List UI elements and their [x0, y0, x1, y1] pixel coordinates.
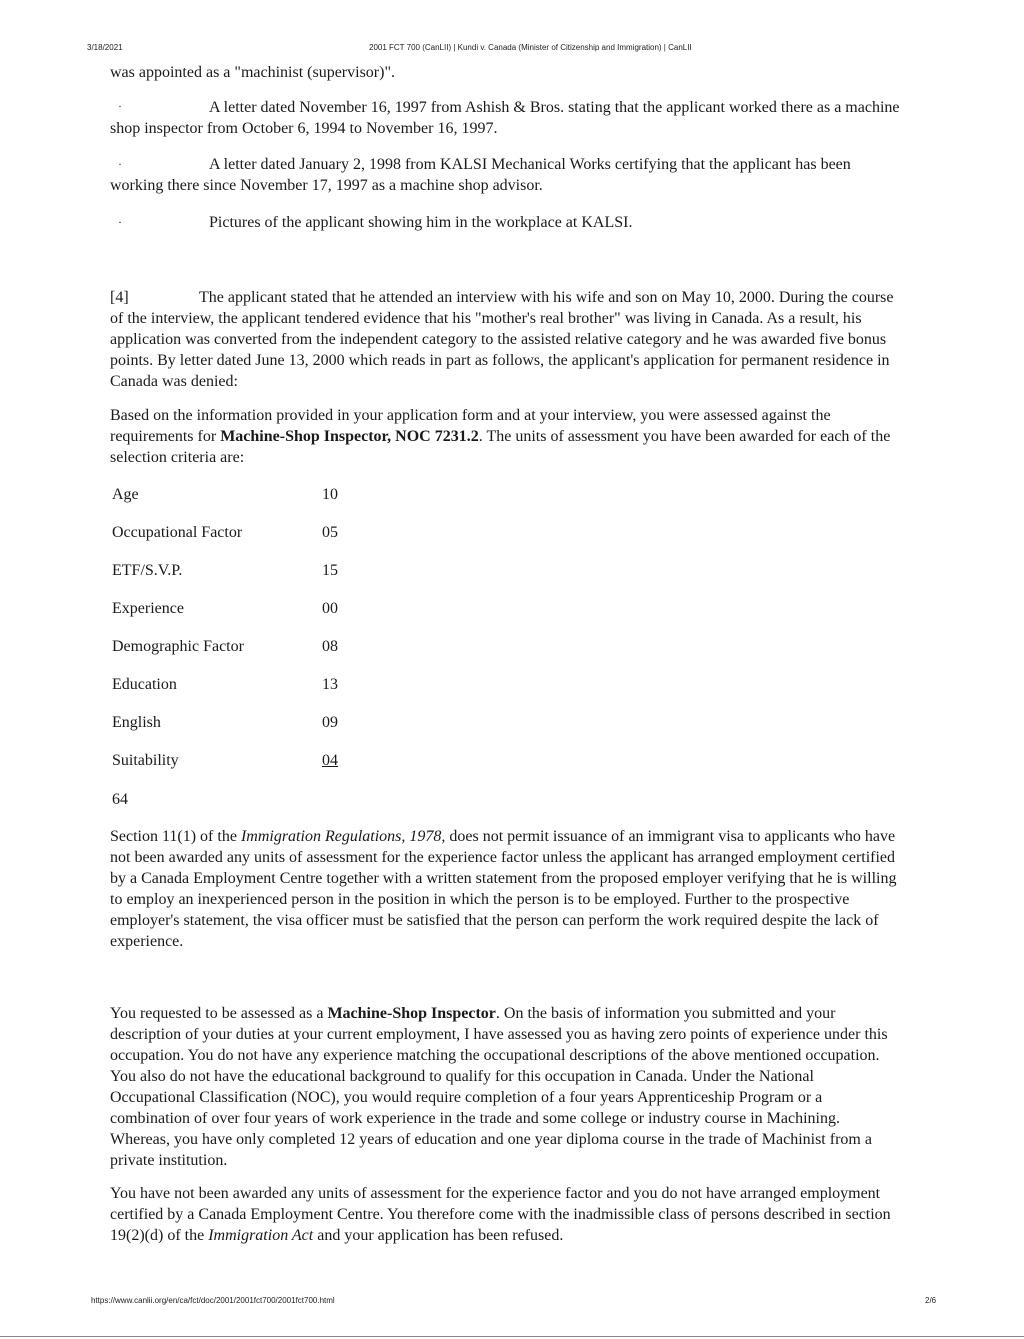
score-label: Education	[112, 676, 177, 693]
section-11-paragraph	[110, 826, 900, 952]
text-line-appointed: was appointed as a "machinist (supervisor)".	[110, 64, 395, 81]
score-table	[112, 486, 412, 790]
score-label: ETF/S.V.P.	[112, 562, 183, 579]
score-value: 13	[322, 676, 338, 693]
score-label: Age	[112, 486, 139, 503]
score-value: 10	[322, 486, 338, 503]
table-row	[112, 676, 412, 714]
list-item-text: A letter dated November 16, 1997 from Ashish & Bros. stating that the applicant worked there as a machine shop inspector from October 6, 1994 to November 16, 1997.	[110, 99, 900, 137]
occupation-name: Machine-Shop Inspector	[327, 1005, 496, 1022]
section-text: Section 11(1) of the	[110, 828, 241, 845]
page-edge-rule	[0, 1336, 1024, 1337]
regulations-title: Immigration Regulations, 1978,	[240, 828, 446, 845]
list-item-text: A letter dated January 2, 1998 from KALSI Mechanical Works certifying that the applicant has been working there since November 17, 1997 as a machine shop advisor.	[110, 156, 851, 194]
score-value: 04	[322, 752, 338, 769]
refusal-paragraph	[110, 1183, 900, 1246]
table-row	[112, 524, 412, 562]
assessment-intro-text: Based on the information provided in your application form and at your interview, you were assessed against the requirements for	[110, 407, 831, 445]
list-item	[110, 212, 900, 233]
act-title: Immigration Act	[208, 1227, 314, 1244]
score-value: 15	[322, 562, 338, 579]
paragraph-4-text: The applicant stated that he attended an interview with his wife and son on May 10, 2000. During the course of the interview, the applicant tendered evidence that his "mother's real brother" was living in Canada. As a result, his application was converted from the independent category to the assisted relative category and he was awarded five bonus points. By letter dated June 13, 2000 which reads in part as follows, the applicant's application for permanent residence in Canada was denied:	[110, 289, 894, 390]
score-label: Suitability	[112, 752, 179, 769]
list-item	[110, 97, 900, 139]
table-row	[112, 714, 412, 752]
table-row	[112, 600, 412, 638]
assessment-intro-tail: . The units of assessment you have been awarded for each of the selection criteria are:	[110, 428, 891, 466]
paragraph-4	[110, 287, 900, 392]
request-text-tail: . On the basis of information you submitted and your description of your duties at your current employment, I have assessed you as having zero points of experience under this occupation. You do not have any experience matching the occupational descriptions of the above mentioned occupation. You also do not have the educational background to qualify for this occupation in Canada. Under the National Occupational Classification (NOC), you would require completion of a four years Apprenticeship Program or a combination of over four years of work experience in the trade and some college or industry course in Machining. Whereas, you have only completed 12 years of education and one year diploma course in the trade of Machinist from a private institution.	[110, 1005, 888, 1169]
refusal-text-tail: and your application has been refused.	[313, 1227, 564, 1244]
bullet-mark: ·	[118, 215, 122, 229]
occupation-heading: Machine-Shop Inspector, NOC 7231.2	[220, 428, 479, 445]
score-value: 08	[322, 638, 338, 655]
header-date: 3/18/2021	[87, 43, 123, 52]
score-value: 09	[322, 714, 338, 731]
list-item	[110, 154, 900, 196]
paragraph-number: [4]	[110, 289, 129, 306]
table-row	[112, 486, 412, 524]
table-row	[112, 752, 412, 790]
score-label: Experience	[112, 600, 184, 617]
bullet-mark: ·	[118, 157, 122, 171]
footer-url: https://www.canlii.org/en/ca/fct/doc/2001/2001fct700/2001fct700.html	[91, 1296, 335, 1305]
list-item-text: Pictures of the applicant showing him in the workplace at KALSI.	[209, 214, 633, 231]
score-value: 05	[322, 524, 338, 541]
score-label: Demographic Factor	[112, 638, 244, 655]
page-number: 2/6	[925, 1296, 937, 1305]
score-total: 64	[112, 791, 128, 808]
score-value: 00	[322, 600, 338, 617]
header-title: 2001 FCT 700 (CanLII) | Kundi v. Canada (Minister of Citizenship and Immigration) | CanLII	[369, 43, 692, 52]
request-text: You requested to be assessed as a	[110, 1005, 328, 1022]
table-row	[112, 638, 412, 676]
table-row	[112, 562, 412, 600]
score-label: Occupational Factor	[112, 524, 243, 541]
section-text-tail: does not permit issuance of an immigrant visa to applicants who have not been awarded any units of assessment for the experience factor unless the applicant has arranged employment certified by a Canada Employment Centre together with a written statement from the proposed employer verifying that he is willing to employ an inexperienced person in the position in which the person is to be employed. Further to the prospective employer's statement, the visa officer must be satisfied that the person can perform the work required despite the lack of experience.	[110, 828, 897, 950]
assessment-intro	[110, 405, 900, 468]
score-label: English	[112, 714, 161, 731]
request-paragraph	[110, 1003, 900, 1171]
refusal-text: You have not been awarded any units of assessment for the experience factor and you do not have arranged employment certified by a Canada Employment Centre. You therefore come with the inadmissible class of persons described in section 19(2)(d) of the	[110, 1185, 891, 1244]
bullet-mark: ·	[118, 99, 122, 113]
